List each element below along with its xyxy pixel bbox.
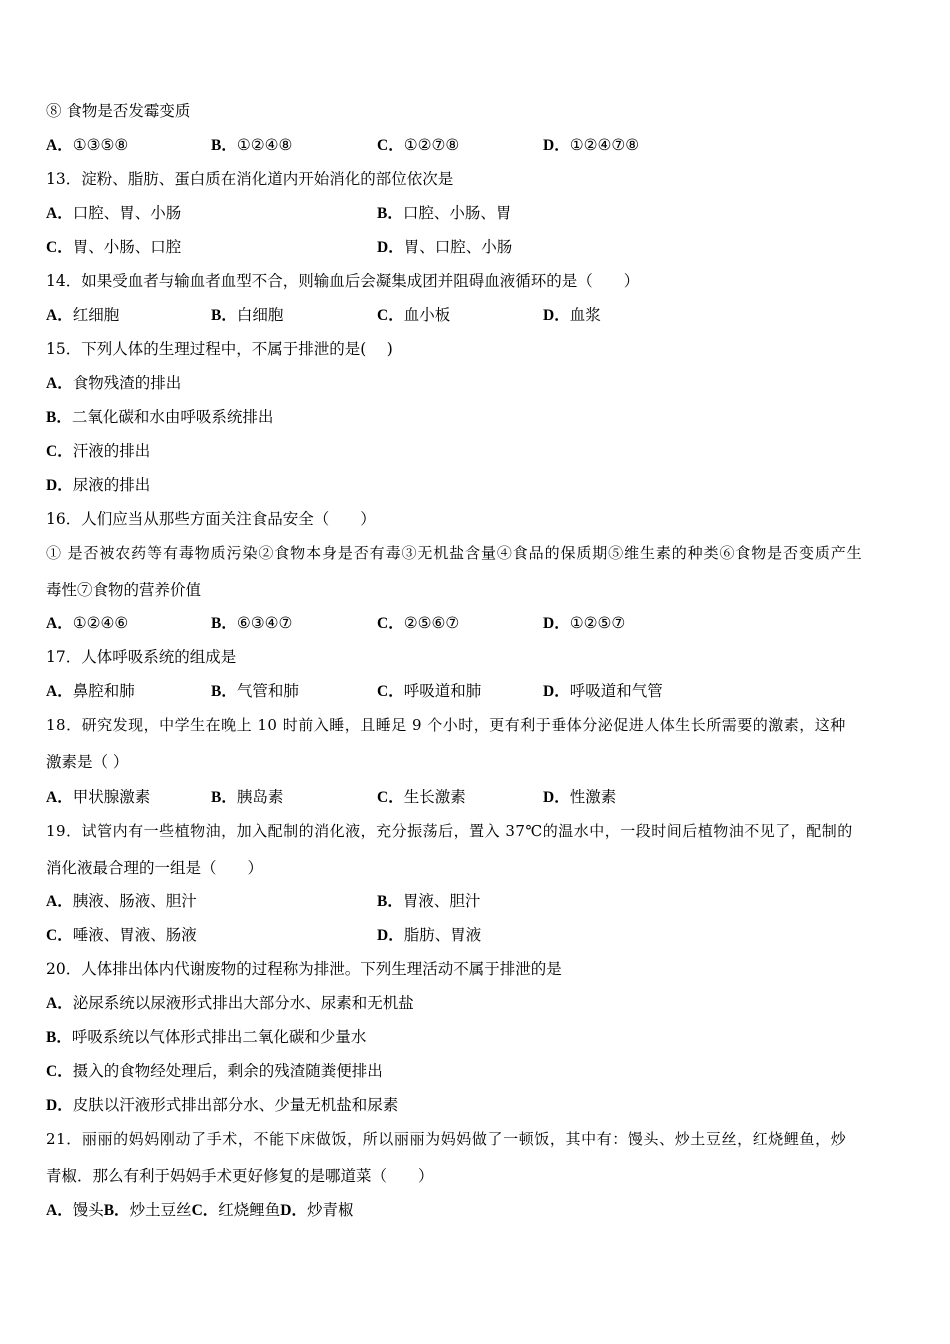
q21-option-a-text: 馒头 [72, 1201, 104, 1219]
option-label: C． [377, 789, 404, 806]
q15-stem: 15．下列人体的生理过程中，不属于排泄的是( ) [46, 340, 393, 358]
option-label: C． [377, 307, 404, 324]
option-label: B． [46, 1029, 72, 1046]
q17-option-b [211, 681, 299, 702]
option-text: 血浆 [569, 306, 601, 324]
option-label: B． [377, 893, 403, 910]
option-label: B． [211, 307, 237, 324]
q12-option-b [211, 135, 292, 156]
q14-stem: 14．如果受血者与输血者血型不合，则输血后会凝集成团并阻碍血液循环的是（ ） [46, 272, 640, 290]
option-label: B． [211, 615, 237, 632]
option-label: C． [46, 1063, 73, 1080]
option-label: C． [191, 1202, 219, 1219]
option-text: 性激素 [569, 788, 617, 806]
q17-option-c [377, 681, 481, 702]
q20-stem: 20．人体排出体内代谢废物的过程称为排泄。下列生理活动不属于排泄的是 [46, 960, 562, 978]
option-text: 白细胞 [236, 306, 284, 324]
q17-option-d [543, 681, 663, 702]
q14-option-d [543, 305, 601, 326]
option-label: B． [103, 1202, 130, 1219]
option-text: ①②④⑦⑧ [569, 136, 640, 154]
option-text: 血小板 [403, 306, 451, 324]
option-label: D． [543, 789, 570, 806]
q19-option-d [377, 925, 481, 946]
q18-stem-line-2: 激素是（ ） [46, 753, 129, 771]
option-text: 生长激素 [403, 788, 466, 806]
q20-option-a [46, 993, 414, 1014]
option-text: 口腔、胃、小肠 [72, 204, 182, 222]
q18-option-b [211, 787, 283, 808]
option-text: 呼吸系统以气体形式排出二氧化碳和少量水 [71, 1028, 367, 1046]
option-text: ①②④⑥ [72, 614, 129, 632]
q18-stem-line-1: 18．研究发现，中学生在晚上 10 时前入睡，且睡足 9 个小时，更有利于垂体分泌促进人体生长所需要的激素，这种 [46, 716, 846, 734]
option-label: A． [46, 789, 73, 806]
option-text: 唾液、胃液、肠液 [72, 926, 197, 944]
option-label: D． [280, 1202, 307, 1219]
q14-option-c [377, 305, 450, 326]
option-text: 胃、口腔、小肠 [403, 238, 513, 256]
q14-option-b [211, 305, 283, 326]
option-text: 脂肪、胃液 [403, 926, 482, 944]
option-text: 胃液、胆汁 [402, 892, 481, 910]
q21-stem-line-2: 青椒．那么有利于妈妈手术更好修复的是哪道菜（ ） [46, 1167, 434, 1185]
q16-statement-line-2: 毒性⑦食物的营养价值 [46, 581, 202, 599]
q17-stem: 17．人体呼吸系统的组成是 [46, 648, 237, 666]
q16-option-a [46, 613, 128, 634]
q18-option-d [543, 787, 616, 808]
option-text: 食物残渣的排出 [72, 374, 182, 392]
option-label: A． [46, 615, 73, 632]
option-label: B． [211, 683, 237, 700]
option-label: A． [46, 307, 73, 324]
q12-option-a [46, 135, 128, 156]
option-label: A． [46, 683, 73, 700]
option-label: A． [46, 893, 73, 910]
q15-option-a [46, 373, 181, 394]
q15-option-d [46, 475, 150, 496]
option-label: D． [46, 1097, 73, 1114]
q16-stem: 16．人们应当从那些方面关注食品安全（ ） [46, 510, 376, 528]
option-label: C． [46, 443, 73, 460]
option-text: 泌尿系统以尿液形式排出大部分水、尿素和无机盐 [72, 994, 414, 1012]
option-text: ⑥③④⑦ [236, 614, 293, 632]
q13-stem: 13．淀粉、脂肪、蛋白质在消化道内开始消化的部位依次是 [46, 170, 454, 188]
option-text: 皮肤以汗液形式排出部分水、少量无机盐和尿素 [72, 1096, 399, 1114]
option-text: 呼吸道和气管 [569, 682, 663, 700]
option-label: D． [377, 239, 404, 256]
q13-option-a [46, 203, 181, 224]
q15-option-b [46, 407, 273, 428]
option-label: D． [543, 615, 570, 632]
option-label: A． [46, 995, 73, 1012]
q19-option-c [46, 925, 197, 946]
q20-option-b [46, 1027, 366, 1048]
q12-option-d [543, 135, 639, 156]
option-text: ②⑤⑥⑦ [403, 614, 460, 632]
option-label: C． [377, 683, 404, 700]
q13-option-c [46, 237, 181, 258]
option-text: 摄入的食物经处理后，剩余的残渣随粪便排出 [72, 1062, 383, 1080]
q13-option-d [377, 237, 512, 258]
option-text: ①②⑤⑦ [569, 614, 626, 632]
option-label: A． [46, 137, 73, 154]
option-label: D． [543, 137, 570, 154]
option-text: 胰岛素 [236, 788, 284, 806]
q14-option-a [46, 305, 119, 326]
q21-option-d-text: 炒青椒 [307, 1201, 354, 1219]
option-text: 口腔、小肠、胃 [402, 204, 512, 222]
option-text: 胃、小肠、口腔 [72, 238, 182, 256]
option-text: ①③⑤⑧ [72, 136, 129, 154]
option-text: 二氧化碳和水由呼吸系统排出 [71, 408, 274, 426]
q18-option-c [377, 787, 466, 808]
option-label: B． [46, 409, 72, 426]
option-text: 气管和肺 [236, 682, 299, 700]
q17-option-a [46, 681, 135, 702]
q21-option-b-text: 炒土豆丝 [129, 1201, 192, 1219]
q16-option-d [543, 613, 625, 634]
q12-tail-text: ⑧ 食物是否发霉变质 [46, 102, 191, 120]
option-text: 甲状腺激素 [72, 788, 151, 806]
option-label: B． [211, 137, 237, 154]
q13-option-b [377, 203, 511, 224]
q16-option-b [211, 613, 292, 634]
option-label: A． [46, 375, 73, 392]
q20-option-c [46, 1061, 383, 1082]
q18-option-a [46, 787, 150, 808]
option-label: C． [46, 239, 73, 256]
option-text: 红细胞 [72, 306, 120, 324]
option-text: ①②④⑧ [236, 136, 293, 154]
q12-option-c [377, 135, 459, 156]
option-label: D． [377, 927, 404, 944]
option-label: A． [46, 1202, 73, 1219]
q20-option-d [46, 1095, 398, 1116]
option-text: 鼻腔和肺 [72, 682, 135, 700]
option-label: D． [543, 307, 570, 324]
option-text: 尿液的排出 [72, 476, 151, 494]
option-label: D． [543, 683, 570, 700]
option-label: B． [211, 789, 237, 806]
option-label: C． [377, 137, 404, 154]
q19-stem-line-2: 消化液最合理的一组是（ ） [46, 859, 264, 877]
q19-option-a [46, 891, 197, 912]
q21-stem-line-1: 21．丽丽的妈妈刚动了手术，不能下床做饭，所以丽丽为妈妈做了一顿饭，其中有：馒头、炒土豆丝，红烧鲤鱼，炒 [46, 1130, 847, 1148]
q16-option-c [377, 613, 459, 634]
q19-option-b [377, 891, 480, 912]
q16-statement-line-1: ① 是否被农药等有毒物质污染②食物本身是否有毒③无机盐含量④食品的保质期⑤维生素的种类⑥食物是否变质产生 [46, 544, 863, 562]
q21-option-c-text: 红烧鲤鱼 [218, 1201, 281, 1219]
option-text: ①②⑦⑧ [403, 136, 460, 154]
q21-options-inline [46, 1200, 354, 1221]
q15-option-c [46, 441, 150, 462]
option-text: 胰液、肠液、胆汁 [72, 892, 197, 910]
option-label: C． [46, 927, 73, 944]
option-label: D． [46, 477, 73, 494]
option-text: 呼吸道和肺 [403, 682, 482, 700]
q19-stem-line-1: 19．试管内有一些植物油，加入配制的消化液，充分振荡后，置入 37℃的温水中，一段时间后植物油不见了，配制的 [46, 822, 853, 840]
option-text: 汗液的排出 [72, 442, 151, 460]
option-label: B． [377, 205, 403, 222]
option-label: C． [377, 615, 404, 632]
option-label: A． [46, 205, 73, 222]
